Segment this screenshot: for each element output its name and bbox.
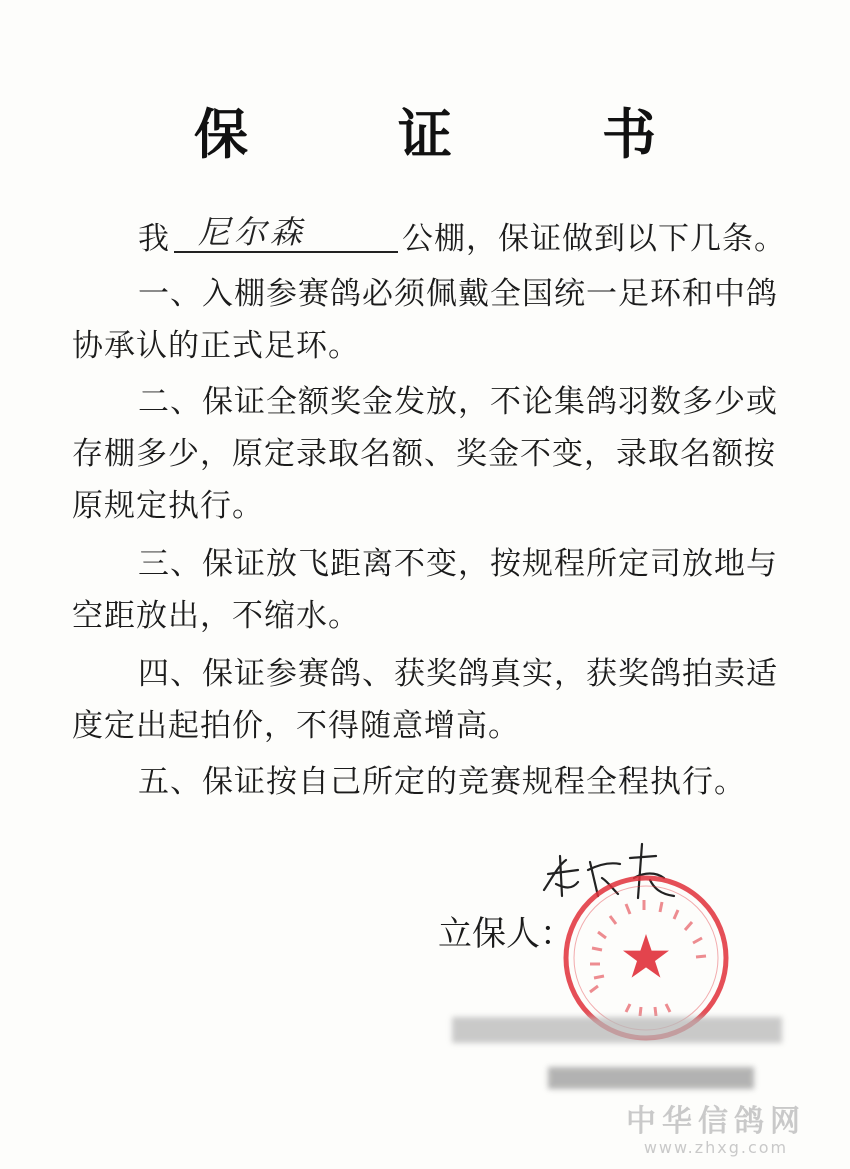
- watermark-url: www.zhxg.com: [643, 1138, 789, 1157]
- clause-line: 协承认的正式足环。: [72, 328, 360, 364]
- redacted-info: [548, 1067, 754, 1089]
- signer-label: 立保人：: [438, 914, 574, 954]
- watermark-text: 中华信鸽网: [626, 1104, 806, 1139]
- name-blank: [174, 213, 398, 253]
- clause-line: 三、保证放飞距离不变，按规程所定司放地与: [138, 546, 778, 582]
- clause-line: 五、保证按自己所定的竞赛规程全程执行。: [138, 764, 746, 800]
- site-watermark: [626, 1096, 806, 1157]
- intro-suffix: 公棚，保证做到以下几条。: [402, 221, 786, 257]
- handwritten-name: 尼尔森: [198, 213, 307, 251]
- intro-line: [138, 213, 786, 258]
- clause-line: 二、保证全额奖金发放，不论集鸽羽数多少或: [138, 384, 778, 420]
- redacted-info: [452, 1017, 782, 1043]
- clause-line: 四、保证参赛鸽、获奖鸽真实，获奖鸽拍卖适: [138, 656, 778, 692]
- clause-line: 空距放出，不缩水。: [72, 598, 360, 634]
- clause-line: 原规定执行。: [72, 488, 264, 524]
- document-title: 保 证 书: [194, 102, 704, 166]
- clause-line: 存棚多少，原定录取名额、奖金不变，录取名额按: [72, 436, 776, 472]
- clause-line: 度定出起拍价，不得随意增高。: [72, 708, 520, 744]
- intro-prefix: 我: [138, 221, 170, 257]
- clause-line: 一、入棚参赛鸽必须佩戴全国统一足环和中鸽: [138, 276, 778, 312]
